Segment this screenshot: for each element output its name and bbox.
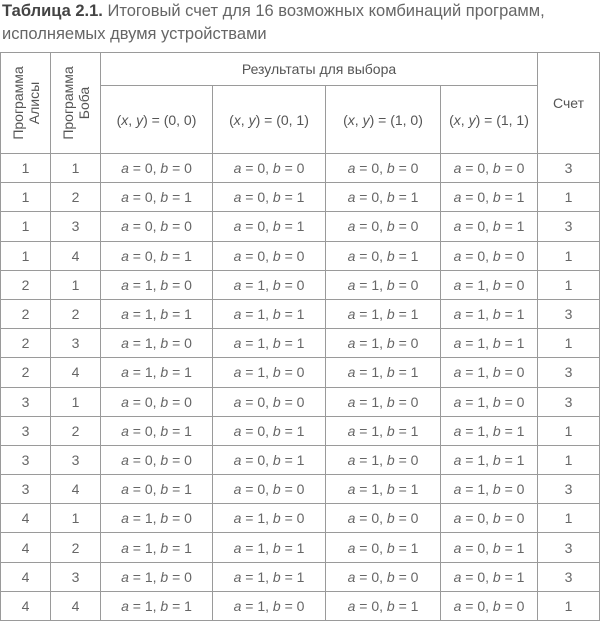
result-cell: a = 0, b = 1	[326, 533, 441, 562]
score-cell: 3	[538, 299, 600, 328]
score-cell: 3	[538, 387, 600, 416]
result-cell: a = 0, b = 1	[213, 445, 326, 474]
bob-program-cell: 3	[51, 562, 101, 591]
result-cell: a = 1, b = 1	[101, 591, 213, 620]
result-cell: a = 1, b = 1	[101, 358, 213, 387]
result-cell: a = 0, b = 0	[213, 241, 326, 270]
choice-header: (x, y) = (1, 0)	[326, 86, 441, 154]
bob-header-line1: Программа	[59, 66, 76, 140]
alice-program-cell: 1	[1, 212, 51, 241]
score-cell: 1	[538, 591, 600, 620]
result-cell: a = 0, b = 0	[326, 212, 441, 241]
result-cell: a = 0, b = 0	[213, 475, 326, 504]
bob-program-cell: 4	[51, 475, 101, 504]
bob-program-cell: 3	[51, 212, 101, 241]
bob-program-cell: 1	[51, 270, 101, 299]
alice-program-cell: 4	[1, 591, 51, 620]
choice-header: (x, y) = (0, 0)	[101, 86, 213, 154]
result-cell: a = 0, b = 1	[101, 475, 213, 504]
bob-program-cell: 1	[51, 387, 101, 416]
alice-program-header	[1, 53, 51, 154]
alice-header-line1: Программа	[9, 66, 26, 140]
table-row	[1, 387, 600, 416]
table-row	[1, 445, 600, 474]
caption-text: Итоговый счет для 16 возможных комбинаций программ, исполняемых двумя устройствами	[2, 2, 545, 43]
result-cell: a = 0, b = 0	[213, 154, 326, 183]
caption-lead: Таблица 2.1.	[2, 2, 103, 20]
bob-program-cell: 1	[51, 504, 101, 533]
result-cell: a = 0, b = 0	[101, 212, 213, 241]
bob-program-cell: 4	[51, 358, 101, 387]
result-cell: a = 1, b = 0	[213, 358, 326, 387]
alice-header-line2: Алисы	[25, 81, 42, 125]
score-cell: 1	[538, 329, 600, 358]
result-cell: a = 0, b = 0	[441, 154, 538, 183]
result-cell: a = 1, b = 1	[213, 562, 326, 591]
table-row	[1, 270, 600, 299]
result-cell: a = 0, b = 1	[326, 183, 441, 212]
alice-program-cell: 3	[1, 445, 51, 474]
alice-program-cell: 2	[1, 270, 51, 299]
result-cell: a = 0, b = 1	[441, 212, 538, 241]
score-cell: 1	[538, 183, 600, 212]
score-cell: 1	[538, 416, 600, 445]
results-header: Результаты для выбора	[101, 53, 538, 86]
table-row	[1, 329, 600, 358]
bob-header-line2: Боба	[75, 86, 92, 120]
alice-program-cell: 4	[1, 504, 51, 533]
result-cell: a = 0, b = 0	[326, 504, 441, 533]
result-cell: a = 0, b = 1	[101, 416, 213, 445]
choice-header: (x, y) = (1, 1)	[441, 86, 538, 154]
result-cell: a = 1, b = 1	[441, 445, 538, 474]
score-table	[0, 52, 600, 621]
table-row	[1, 591, 600, 620]
result-cell: a = 1, b = 0	[213, 504, 326, 533]
table-row	[1, 241, 600, 270]
result-cell: a = 1, b = 0	[101, 562, 213, 591]
table-row	[1, 416, 600, 445]
score-cell: 3	[538, 358, 600, 387]
result-cell: a = 1, b = 0	[101, 504, 213, 533]
result-cell: a = 1, b = 1	[326, 299, 441, 328]
result-cell: a = 1, b = 1	[213, 533, 326, 562]
result-cell: a = 0, b = 1	[326, 241, 441, 270]
table-row	[1, 562, 600, 591]
bob-program-header	[51, 53, 101, 154]
bob-program-cell: 3	[51, 445, 101, 474]
result-cell: a = 0, b = 1	[441, 183, 538, 212]
alice-program-cell: 1	[1, 154, 51, 183]
table-row	[1, 533, 600, 562]
result-cell: a = 1, b = 0	[213, 591, 326, 620]
result-cell: a = 0, b = 0	[326, 562, 441, 591]
result-cell: a = 1, b = 1	[326, 358, 441, 387]
result-cell: a = 1, b = 0	[101, 329, 213, 358]
result-cell: a = 0, b = 1	[101, 241, 213, 270]
bob-program-cell: 2	[51, 533, 101, 562]
score-cell: 3	[538, 212, 600, 241]
result-cell: a = 1, b = 1	[213, 299, 326, 328]
bob-program-cell: 2	[51, 299, 101, 328]
table-row	[1, 299, 600, 328]
result-cell: a = 0, b = 0	[101, 154, 213, 183]
choice-header: (x, y) = (0, 1)	[213, 86, 326, 154]
result-cell: a = 1, b = 0	[213, 270, 326, 299]
result-cell: a = 1, b = 0	[326, 387, 441, 416]
result-cell: a = 1, b = 1	[441, 299, 538, 328]
result-cell: a = 1, b = 0	[441, 475, 538, 504]
alice-program-cell: 4	[1, 562, 51, 591]
result-cell: a = 0, b = 0	[441, 591, 538, 620]
score-cell: 1	[538, 504, 600, 533]
result-cell: a = 0, b = 1	[213, 416, 326, 445]
alice-program-cell: 1	[1, 183, 51, 212]
result-cell: a = 1, b = 0	[326, 270, 441, 299]
table-row	[1, 358, 600, 387]
score-cell: 3	[538, 533, 600, 562]
score-cell: 3	[538, 475, 600, 504]
result-cell: a = 1, b = 1	[101, 533, 213, 562]
score-cell: 3	[538, 154, 600, 183]
result-cell: a = 1, b = 0	[441, 387, 538, 416]
result-cell: a = 0, b = 1	[101, 183, 213, 212]
result-cell: a = 0, b = 0	[101, 445, 213, 474]
result-cell: a = 1, b = 1	[326, 416, 441, 445]
alice-program-cell: 3	[1, 387, 51, 416]
table-row	[1, 504, 600, 533]
result-cell: a = 1, b = 1	[441, 329, 538, 358]
result-cell: a = 1, b = 0	[101, 270, 213, 299]
bob-program-cell: 1	[51, 154, 101, 183]
result-cell: a = 1, b = 0	[326, 329, 441, 358]
bob-program-cell: 3	[51, 329, 101, 358]
table-wrapper	[0, 52, 600, 621]
result-cell: a = 0, b = 1	[213, 212, 326, 241]
score-header: Счет	[538, 53, 600, 154]
result-cell: a = 0, b = 1	[326, 591, 441, 620]
result-cell: a = 0, b = 0	[441, 504, 538, 533]
alice-program-cell: 2	[1, 329, 51, 358]
result-cell: a = 0, b = 1	[441, 533, 538, 562]
bob-program-cell: 2	[51, 183, 101, 212]
alice-program-cell: 4	[1, 533, 51, 562]
bob-program-cell: 4	[51, 591, 101, 620]
result-cell: a = 1, b = 0	[441, 270, 538, 299]
table-row	[1, 212, 600, 241]
score-cell: 1	[538, 241, 600, 270]
alice-program-cell: 1	[1, 241, 51, 270]
table-row	[1, 475, 600, 504]
alice-program-cell: 2	[1, 358, 51, 387]
alice-program-cell: 2	[1, 299, 51, 328]
alice-program-cell: 3	[1, 416, 51, 445]
table-caption	[2, 0, 598, 46]
result-cell: a = 0, b = 0	[326, 154, 441, 183]
result-cell: a = 0, b = 0	[213, 387, 326, 416]
table-row	[1, 154, 600, 183]
result-cell: a = 0, b = 0	[101, 387, 213, 416]
result-cell: a = 1, b = 1	[441, 416, 538, 445]
result-cell: a = 1, b = 1	[326, 475, 441, 504]
result-cell: a = 0, b = 1	[213, 183, 326, 212]
score-cell: 1	[538, 445, 600, 474]
score-cell: 1	[538, 270, 600, 299]
result-cell: a = 0, b = 1	[441, 562, 538, 591]
result-cell: a = 0, b = 0	[441, 241, 538, 270]
table-row	[1, 183, 600, 212]
result-cell: a = 1, b = 1	[213, 329, 326, 358]
score-cell: 3	[538, 562, 600, 591]
bob-program-cell: 4	[51, 241, 101, 270]
result-cell: a = 1, b = 0	[326, 445, 441, 474]
alice-program-cell: 3	[1, 475, 51, 504]
result-cell: a = 1, b = 1	[101, 299, 213, 328]
bob-program-cell: 2	[51, 416, 101, 445]
result-cell: a = 1, b = 0	[441, 358, 538, 387]
